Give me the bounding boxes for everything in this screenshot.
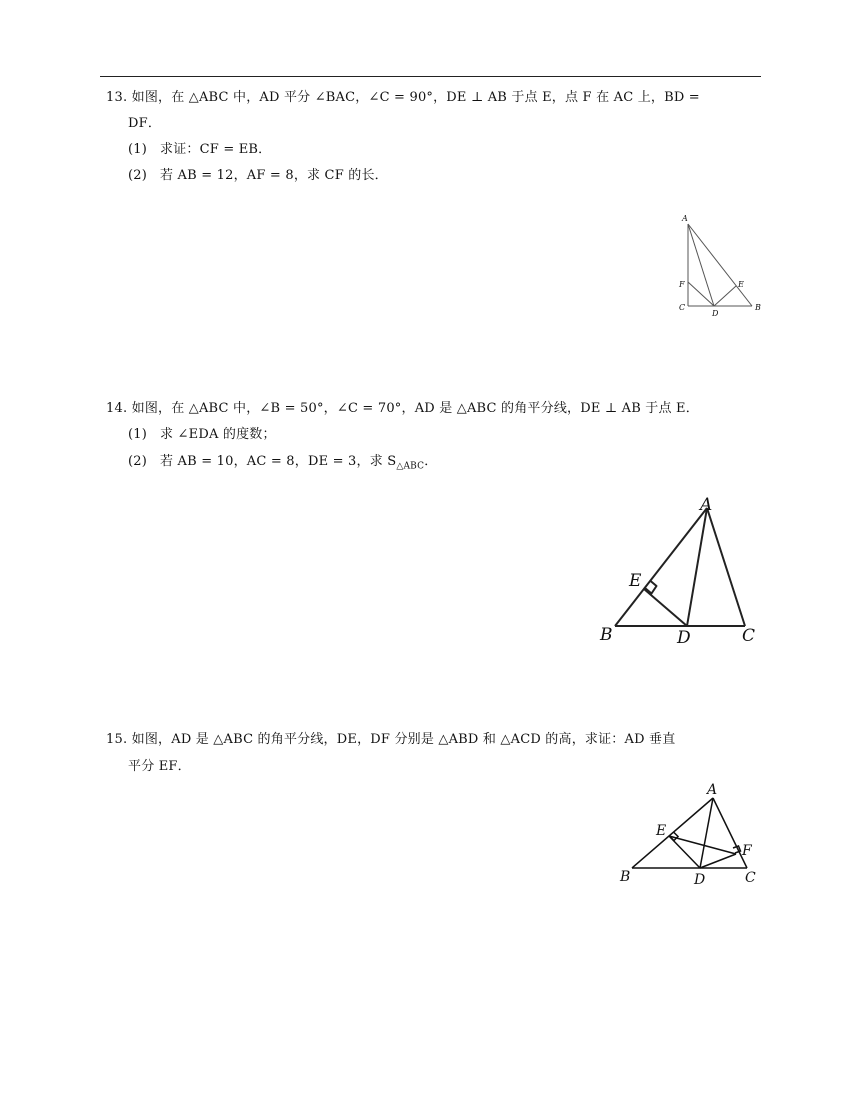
label-b: B [600, 625, 613, 645]
label-d: D [712, 309, 719, 318]
problem-14-q2 [128, 450, 437, 472]
problem-15-number: 15. [106, 732, 128, 747]
label-e: E [629, 571, 642, 591]
label-d: D [677, 628, 691, 648]
problem-15-text: 如图，AD 是 △ABC 的角平分线，DE，DF 分别是 △ABD 和 △ACD 的高，求证：AD 垂直 [131, 732, 676, 747]
problem-14-stem [106, 397, 699, 416]
label-b: B [755, 303, 761, 312]
label-c: C [742, 626, 756, 646]
label-b: B [620, 869, 631, 885]
q-text-suffix: ． [424, 454, 438, 469]
problem-15-stem-cont: 平分 EF． [128, 759, 191, 774]
problem-15-stem [106, 728, 675, 747]
problem-13-figure [672, 210, 772, 320]
q-text: 若 AB = 10，AC = 8，DE = 3，求 S [160, 454, 397, 469]
segment-ac [707, 508, 745, 626]
header-rule [100, 76, 761, 77]
label-a: A [707, 782, 718, 798]
segment-de [714, 286, 736, 306]
label-f: F [679, 280, 685, 289]
problem-13-stem-cont: DF． [128, 116, 162, 131]
problem-13-text: 如图，在 △ABC 中，AD 平分 ∠BAC，∠C = 90°，DE ⊥ AB 于点 E，点 F 在 AC 上，BD = [131, 90, 700, 105]
q-label: (2) [128, 168, 148, 183]
problem-13-q2 [128, 164, 388, 183]
problem-14-figure [594, 492, 764, 652]
label-f: F [742, 843, 752, 859]
problem-13-number: 13. [106, 90, 128, 105]
area-subscript: △ABC [396, 461, 425, 472]
q-label: (1) [128, 427, 148, 442]
right-angle-mark-f [733, 846, 741, 853]
label-a: A [682, 214, 688, 223]
problem-14-text: 如图，在 △ABC 中，∠B = 50°，∠C = 70°，AD 是 △ABC 的角平分线，DE ⊥ AB 于点 E． [131, 401, 699, 416]
problem-13-q1 [128, 138, 271, 157]
q-text: 求证：CF = EB． [160, 142, 272, 157]
problem-13-stem [106, 86, 700, 105]
segment-ba [615, 508, 707, 626]
label-a: A [700, 495, 713, 515]
label-c: C [745, 870, 756, 886]
label-e: E [738, 280, 744, 289]
problem-15-figure [612, 774, 772, 890]
q-label: (1) [128, 142, 148, 157]
q-label: (2) [128, 454, 148, 469]
problem-14-number: 14. [106, 401, 128, 416]
segment-de [644, 589, 687, 626]
label-e: E [656, 823, 667, 839]
right-angle-mark-e [670, 832, 679, 841]
label-d: D [694, 872, 706, 888]
q-text: 求 ∠EDA 的度数； [160, 427, 276, 442]
segment-ad [687, 508, 707, 626]
label-c: C [679, 303, 686, 312]
segment-ab [688, 224, 752, 306]
problem-14-q1 [128, 423, 276, 442]
segment-df [700, 854, 736, 868]
segment-ba [632, 798, 713, 868]
q-text: 若 AB = 12，AF = 8，求 CF 的长． [160, 168, 388, 183]
